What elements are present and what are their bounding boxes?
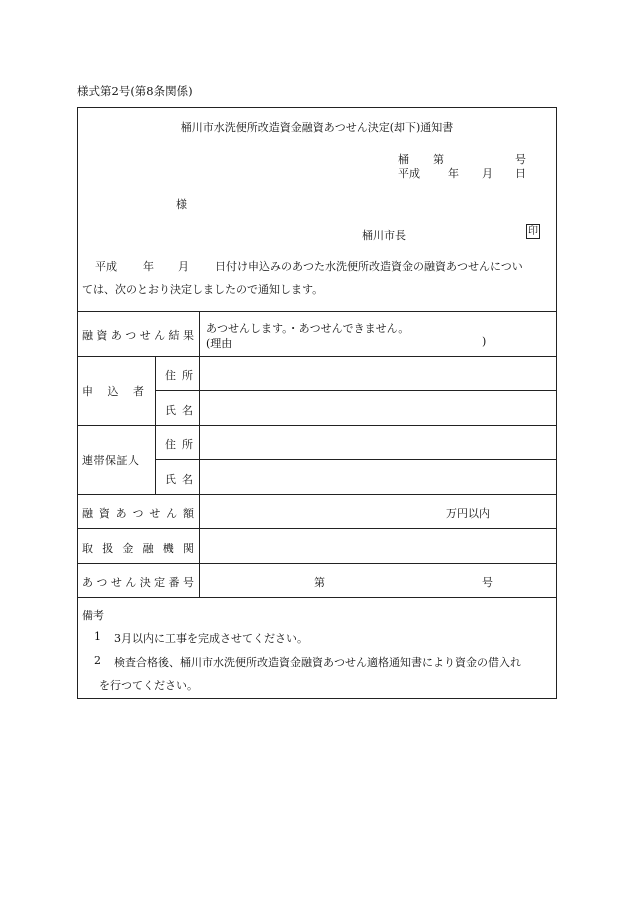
note-2-text-line1: 検査合格後、桶川市水洗便所改造資金融資あつせん適格通知書により資金の借入れ (114, 656, 521, 669)
doc-number-dai: 第 (433, 153, 444, 166)
note-2-text-line2: を行つてください。 (99, 679, 198, 692)
seal-mark: 印 (528, 226, 538, 237)
doc-number-prefix: 桶 (398, 153, 409, 166)
amount-label: 融 資 あ つ せ ん 額 (82, 507, 194, 520)
issuer-name: 桶川市長 (362, 229, 406, 242)
table-column-divider (199, 311, 200, 597)
reason-open: (理由 (206, 337, 233, 350)
note-2-number: 2 (94, 654, 101, 667)
date-day: 日 (515, 167, 526, 180)
table-rule (77, 528, 557, 529)
amount-unit: 万円以内 (446, 507, 490, 520)
applicant-label: 申 込 者 (82, 385, 144, 398)
result-options: あつせんします。・あつせんできません。 (206, 322, 410, 335)
decision-dai: 第 (314, 576, 325, 589)
date-era: 平成 (398, 167, 420, 180)
body-month: 月 (178, 260, 189, 273)
table-rule (155, 390, 557, 391)
table-rule (155, 459, 557, 460)
applicant-name-label: 氏 名 (165, 404, 193, 417)
body-line1-rest: 日付け申込みのあつた水洗便所改造資金の融資あつせんについ (215, 260, 523, 273)
decision-number-label: あ つ せ ん 決 定 番 号 (82, 576, 194, 589)
table-rule (77, 311, 557, 312)
date-month: 月 (482, 167, 493, 180)
body-era: 平成 (95, 260, 117, 273)
addressee-suffix: 様 (176, 198, 187, 211)
applicant-address-label: 住 所 (165, 369, 193, 382)
table-rule (77, 356, 557, 357)
doc-number-go: 号 (515, 153, 526, 166)
table-subcolumn-divider (155, 356, 156, 494)
form-number-label: 様式第2号(第8条関係) (77, 84, 193, 98)
notice-frame (77, 107, 557, 699)
bank-label: 取 扱 金 融 機 関 (82, 542, 194, 555)
guarantor-name-label: 氏 名 (165, 473, 193, 486)
reason-close: ) (482, 335, 487, 348)
note-1-number: 1 (94, 630, 101, 643)
result-label: 融 資 あ つ せ ん 結 果 (82, 329, 194, 342)
body-line2: ては、次のとおり決定しましたので通知します。 (82, 283, 324, 296)
notes-heading: 備考 (82, 609, 104, 622)
date-year: 年 (448, 167, 459, 180)
table-rule (77, 494, 557, 495)
decision-go: 号 (482, 576, 493, 589)
document-title: 桶川市水洗便所改造資金融資あつせん決定(却下)通知書 (180, 121, 454, 134)
note-1-text: 3月以内に工事を完成させてください。 (114, 632, 308, 645)
table-rule (77, 597, 557, 598)
guarantor-label: 連帯保証人 (82, 454, 140, 467)
body-year: 年 (143, 260, 154, 273)
table-rule (77, 425, 557, 426)
table-rule (77, 563, 557, 564)
guarantor-address-label: 住 所 (165, 438, 193, 451)
